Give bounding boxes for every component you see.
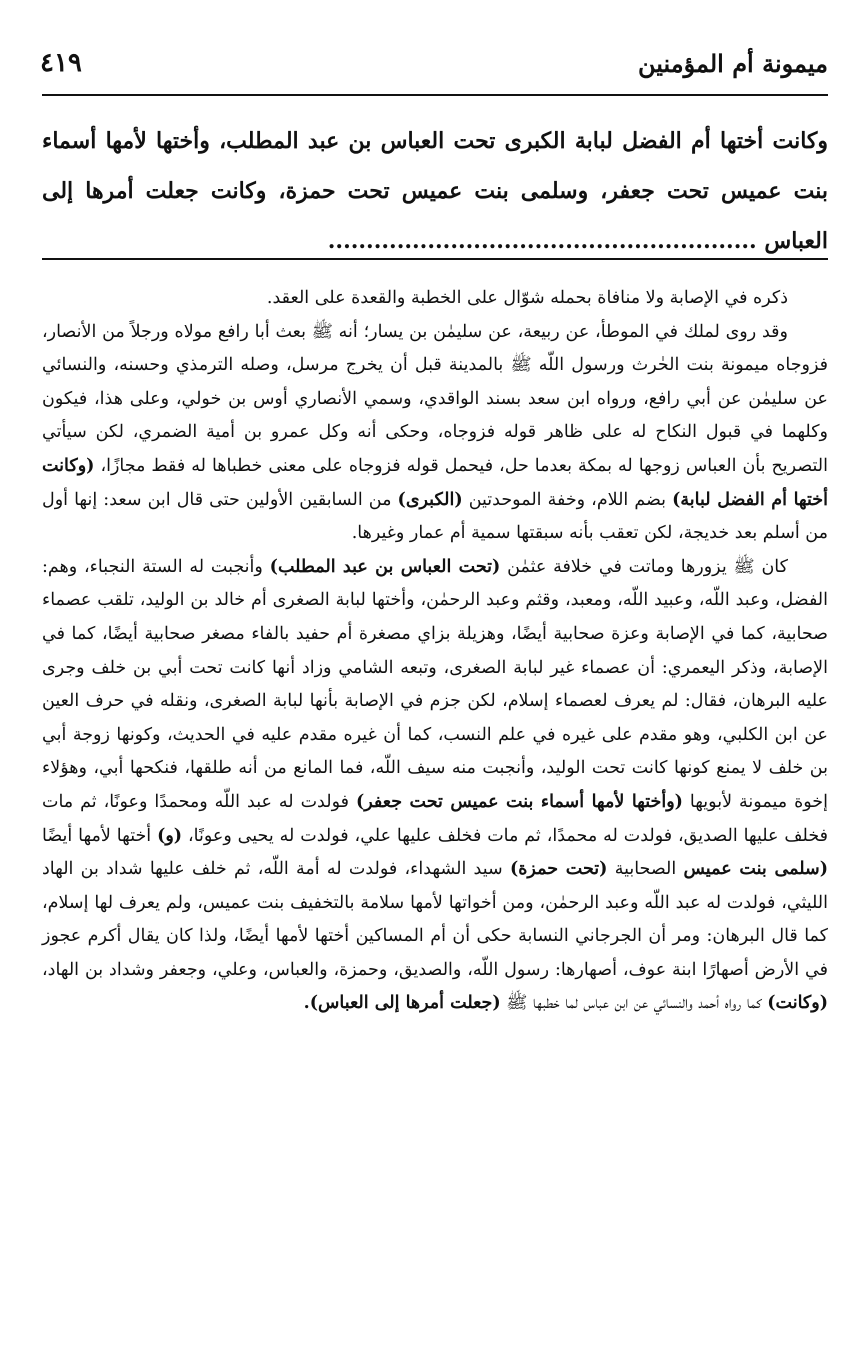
quoted-main-text: (الكبرى)	[397, 489, 463, 510]
commentary-paragraph-1	[42, 282, 828, 316]
commentary-text: كما رواه أحمد والنسائي عن ابن عباس لما خطبها ﷺ	[506, 993, 762, 1014]
commentary-text: وقد روى لملك في الموطأ، عن ربيعة، عن سليمٰن بن يسار؛ أنه ﷺ بعث أبا رافع مولاه ورجلاً من الأنصار، فزوجاه ميمونة بنت الحٰرث ورسول اللّه ﷺ بالمدينة قبل أن يخرج مرسل، وصله الترمذي وحسنه، والنسائي عن سليمٰن عن أبي رافع، ورواه ابن سعد بسند الواقدي، وسمي الأنصاري أوس بن خولي، وعلى هذا، فيكون وكلهما في قبول النكاح له على ظاهر قوله فزوجاه، وحكى أنه وكل عمرو بن أمية الضمري، لكن سيأتي التصريح بأن العباس زوجها له بمكة بعدما حل، فيحمل قوله فزوجاه على معنى خطباها له فقط مجازًا،	[42, 321, 828, 476]
quoted-main-text: (سلمى بنت عميس	[683, 859, 828, 880]
quoted-main-text: (وكانت)	[767, 993, 828, 1014]
main-text-block	[42, 116, 828, 266]
commentary-paragraph-2	[42, 316, 828, 551]
quoted-main-text: (جعلت أمرها إلى العباس).	[303, 993, 501, 1014]
main-text: وكانت أختها أم الفضل لبابة الكبرى تحت العباس بن عبد المطلب، وأختها لأمها أسماء بنت عميس تحت جعفر، وسلمى بنت عميس تحت حمزة، وكانت جعلت أمرها إلى العباس	[42, 128, 828, 254]
commentary-text: سيد الشهداء، فولدت له أمة اللّه، ثم خلف عليها شداد بن الهاد الليثي، فولدت له عبد اللّه وعبد الرحمٰن، ومن أخواتها لأمها سلامة بالتخفيف بنت عميس، ولم يعرف لها إسلام، كما قال البرهان: ومر أن الجرجاني النسابة حكى أن أم المساكين أختها لأمها أيضًا، ولذا كان يقال أكرم عجوز في الأرض أصهارًا ابنة عوف، أصهارها: رسول اللّه، والصديق، وحمزة، والعباس، وعلي، وجعفر وشداد بن الهاد،	[42, 859, 828, 980]
commentary-paragraph-3	[42, 551, 828, 1021]
quoted-main-text: (تحت العباس بن عبد المطلب)	[269, 556, 501, 577]
header-rule	[42, 94, 828, 96]
main-text-paragraph	[42, 116, 828, 266]
running-title: ميمونة أم المؤمنين	[637, 48, 828, 78]
section-rule	[42, 258, 828, 260]
quoted-main-text: (تحت حمزة)	[509, 859, 608, 880]
quoted-main-text: (و)	[157, 825, 183, 846]
page-header	[40, 38, 828, 88]
commentary-text: الصحابية	[614, 859, 677, 880]
quoted-main-text: (وكانت أختها أم الفضل لبابة)	[42, 455, 828, 510]
commentary-block	[42, 282, 828, 1021]
main-text-dots: ........................................................	[327, 228, 757, 254]
commentary-text: وأنجبت له الستة النجباء، وهم: الفضل، وعبد اللّه، وعبيد اللّه، ومعبد، وقثم وعبد الرحمٰن، وأختها لبابة الصغرى أم خالد بن الوليد، تلقب عصماء صحابية، كما في الإصابة وعزة صحابية أيضًا، وهزيلة بزاي مصغرة أم حفيد بالفاء مصغر صحابية أيضًا، كما في الإصابة، وذكر اليعمري: أن عصماء غير لبابة الصغرى، وتبعه الشامي وزاد أنها كانت تحت أبي بن خلف وجرى عليه البرهان، فقال: لم يعرف لعصماء إسلام، لكن جزم في الإصابة بأنها لبابة الصغرى، ونقله في حرف العين عن ابن الكلبي، وهو مقدم على غيره في علم النسب، كما أن غيره مقدم عليه في الحديث، وكونها زوجة أبي بن خلف لا يمنع كونها كانت تحت الوليد، وأنجبت منه سيف اللّه، فما المانع من أنه طلقها، فنكحها أبي، وهؤلاء إخوة ميمونة لأبويها	[42, 556, 828, 812]
commentary-text: بضم اللام، وخفة الموحدتين	[468, 489, 667, 510]
commentary-text: فولدت له عبد اللّه ومحمدًا وعونًا، ثم مات فخلف عليها الصديق، فولدت له محمدًا، ثم مات فخلف عليها علي، فولدت له يحيى وعونًا،	[42, 791, 828, 846]
commentary-text: أختها لأمها أيضًا	[42, 825, 152, 846]
quoted-main-text: (وأختها لأمها أسماء بنت عميس تحت جعفر)	[355, 791, 683, 812]
page-number: ٤١٩	[40, 48, 82, 78]
commentary-text: ذكره في الإصابة ولا منافاة بحمله شوّال على الخطبة والقعدة على العقد.	[266, 288, 788, 308]
commentary-text: من السابقين الأولين حتى قال ابن سعد: إنها أول من أسلم بعد خديجة، لكن تعقب بأنه سبقتها سمية أم عمار وغيرها.	[42, 489, 828, 544]
commentary-text: كان ﷺ يزورها وماتت في خلافة عثمٰن	[507, 556, 788, 577]
